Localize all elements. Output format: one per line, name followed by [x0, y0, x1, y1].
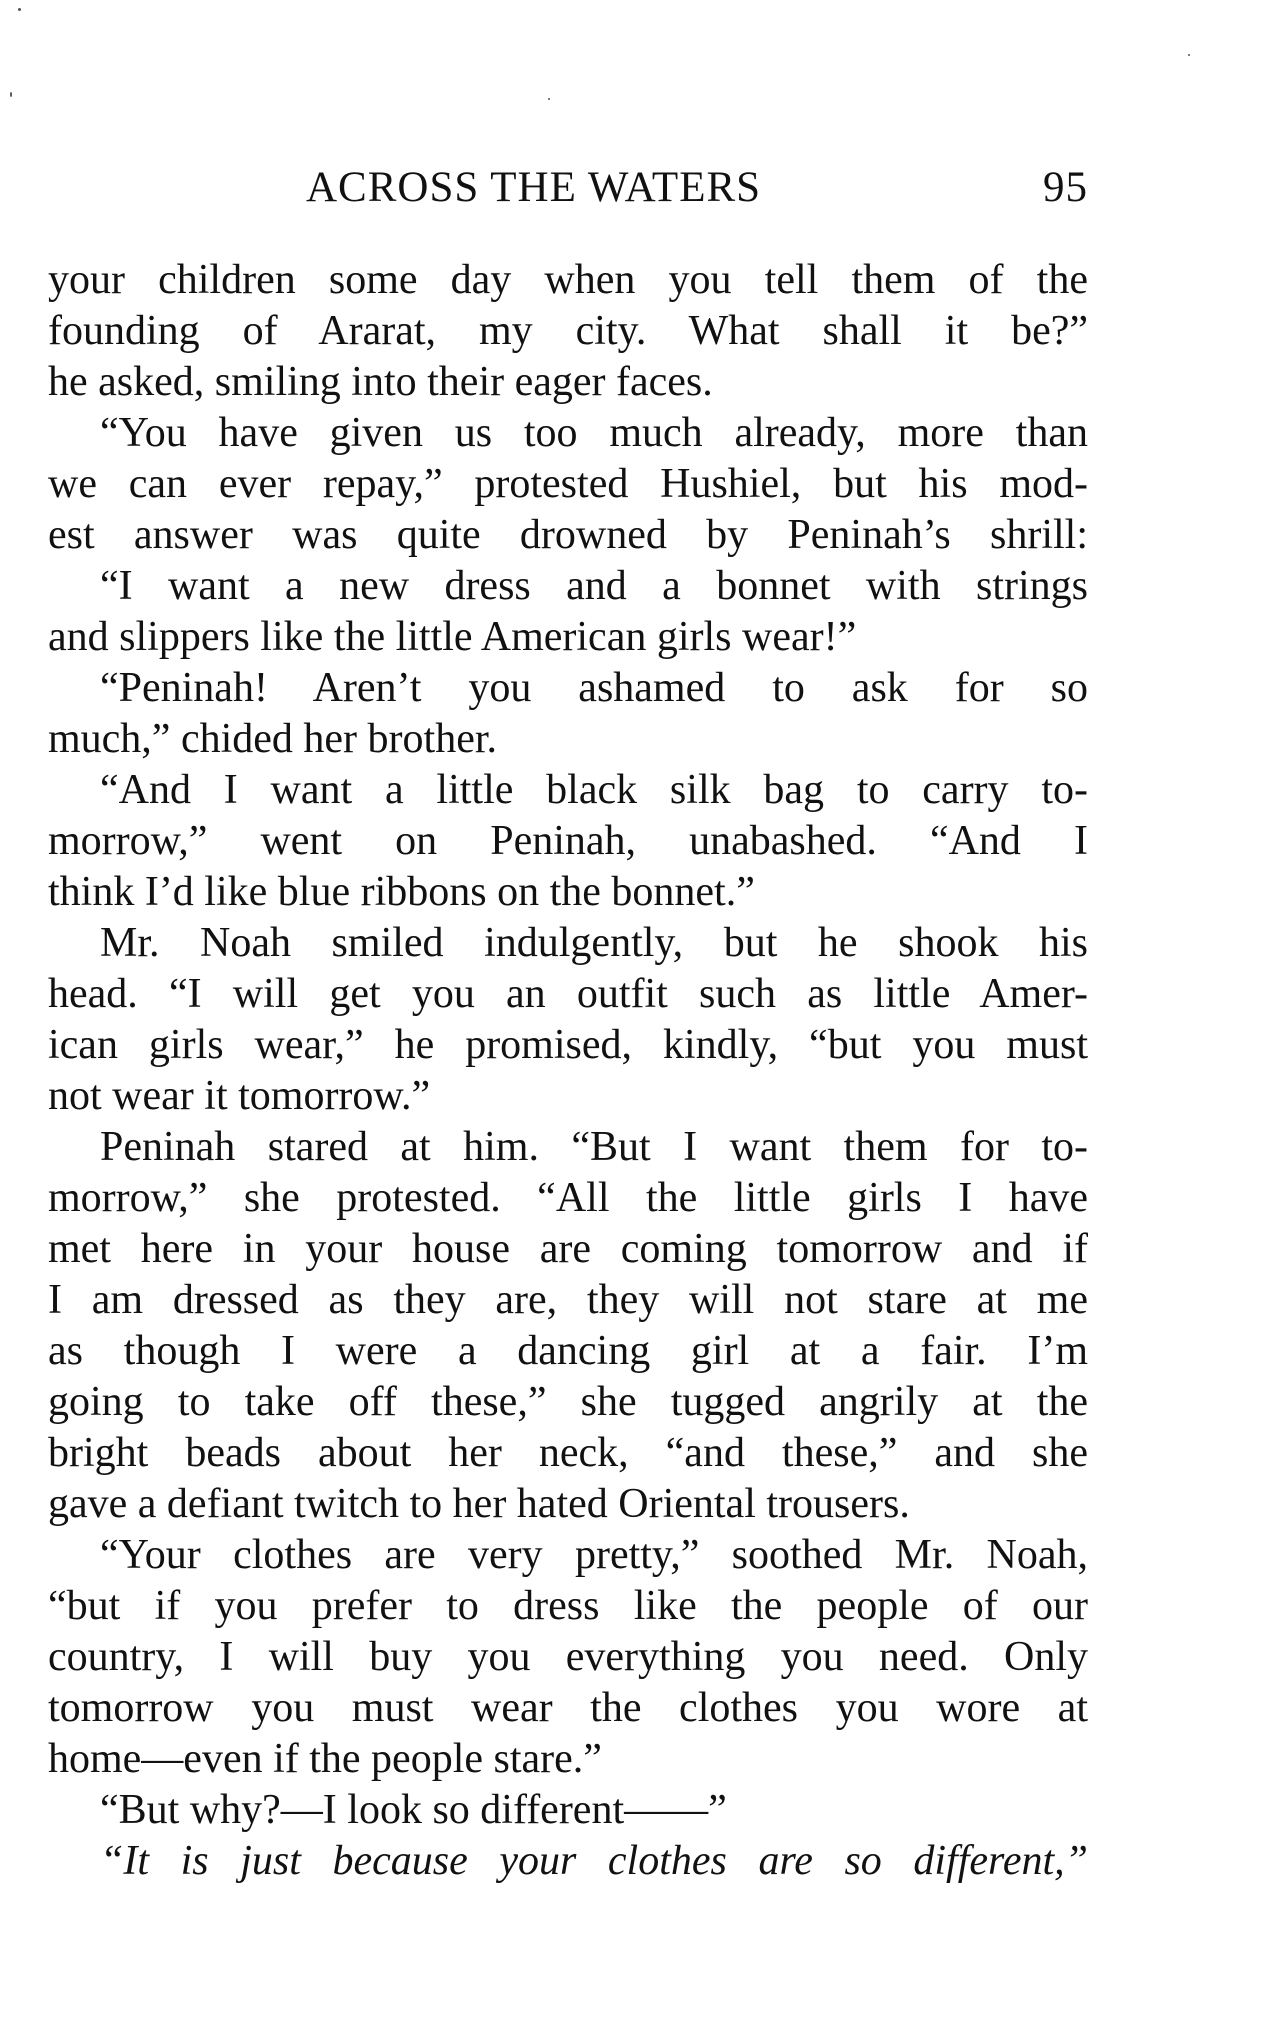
text-line: “but if you prefer to dress like the people of our	[48, 1583, 1088, 1629]
text-line: think I’d like blue ribbons on the bonnet.”	[48, 869, 755, 915]
text-line: “It is just because your clothes are so different,”	[100, 1838, 1088, 1884]
running-title: ACROSS THE WATERS	[306, 164, 762, 211]
text-line: going to take off these,” she tugged angrily at the	[48, 1379, 1088, 1425]
text-line: head. “I will get you an outfit such as little Amer-	[48, 971, 1088, 1017]
text-line: morrow,” went on Peninah, unabashed. “And I	[48, 818, 1088, 864]
text-line: est answer was quite drowned by Peninah’s shrill:	[48, 512, 1088, 558]
text-line: country, I will buy you everything you need. Only	[48, 1634, 1088, 1680]
text-line: bright beads about her neck, “and these,” and she	[48, 1430, 1088, 1476]
text-line: not wear it tomorrow.”	[48, 1073, 431, 1119]
text-line: “Peninah! Aren’t you ashamed to ask for so	[100, 665, 1088, 711]
text-line: “Your clothes are very pretty,” soothed Mr. Noah,	[100, 1532, 1088, 1578]
text-line: as though I were a dancing girl at a fair. I’m	[48, 1328, 1088, 1374]
text-line: morrow,” she protested. “All the little girls I have	[48, 1175, 1088, 1221]
text-line: much,” chided her brother.	[48, 716, 497, 762]
text-line: “You have given us too much already, more than	[100, 410, 1088, 456]
text-line: tomorrow you must wear the clothes you wore at	[48, 1685, 1088, 1731]
text-line: Mr. Noah smiled indulgently, but he shook his	[100, 920, 1088, 966]
text-line: I am dressed as they are, they will not stare at me	[48, 1277, 1088, 1323]
text-line: home—even if the people stare.”	[48, 1736, 602, 1782]
text-line: he asked, smiling into their eager faces.	[48, 359, 713, 405]
page-number: 95	[1043, 164, 1088, 211]
paper-speck	[18, 8, 21, 11]
text-line: “But why?—I look so different——”	[100, 1787, 727, 1833]
paper-speck	[10, 92, 12, 97]
paper-speck	[548, 98, 550, 100]
paper-speck	[1188, 54, 1190, 56]
text-line: “I want a new dress and a bonnet with strings	[100, 563, 1088, 609]
text-line: ican girls wear,” he promised, kindly, “but you must	[48, 1022, 1088, 1068]
text-line: “And I want a little black silk bag to carry to-	[100, 767, 1088, 813]
text-line: we can ever repay,” protested Hushiel, but his mod-	[48, 461, 1088, 507]
text-line: met here in your house are coming tomorrow and if	[48, 1226, 1088, 1272]
text-line: gave a defiant twitch to her hated Oriental trousers.	[48, 1481, 910, 1527]
text-line: founding of Ararat, my city. What shall it be?”	[48, 308, 1088, 354]
running-head	[48, 160, 1088, 216]
text-line: and slippers like the little American girls wear!”	[48, 614, 857, 660]
text-line: Peninah stared at him. “But I want them for to-	[100, 1124, 1088, 1170]
body-text	[48, 255, 1088, 1887]
text-line: your children some day when you tell them of the	[48, 257, 1088, 303]
